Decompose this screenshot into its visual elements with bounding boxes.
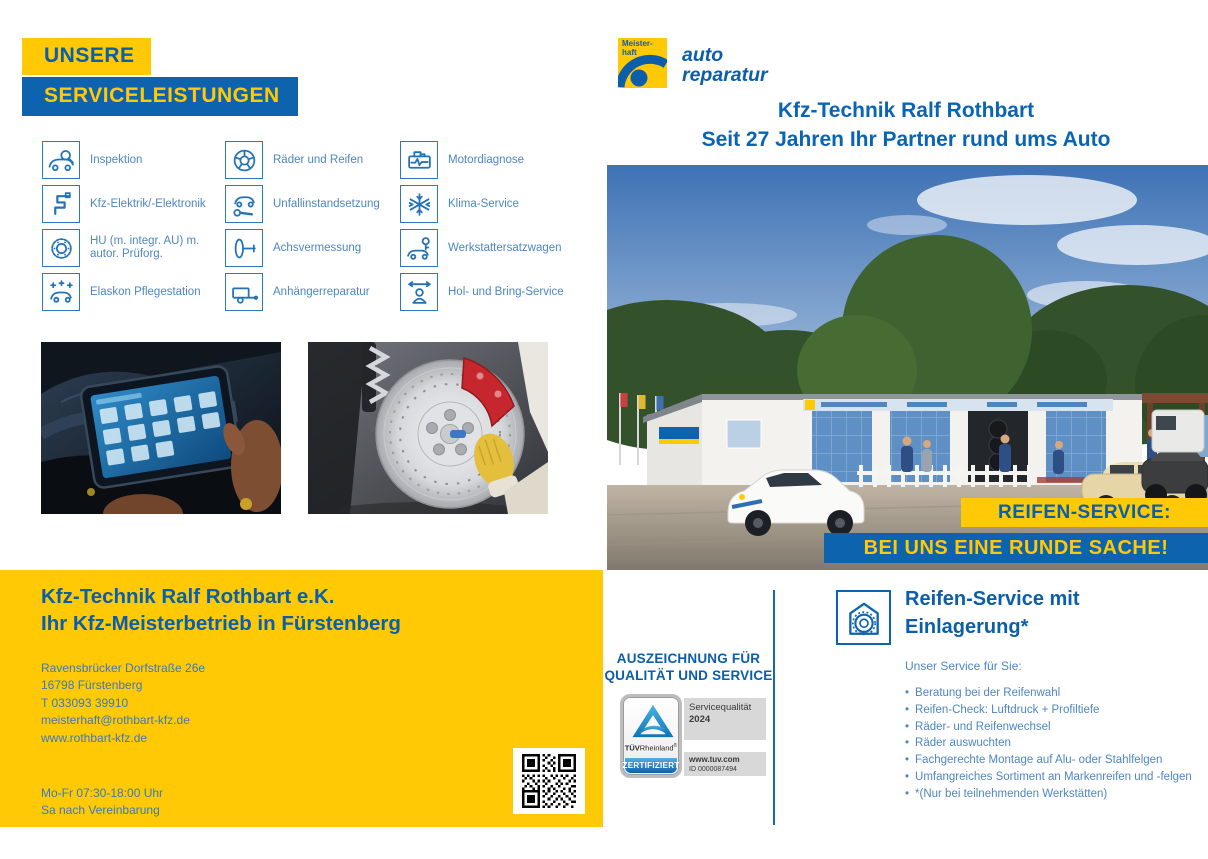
tuv-cert-id: ID 0000087494 — [689, 765, 737, 773]
ribbon-serviceleistungen: SERVICELEISTUNGEN — [22, 77, 298, 116]
snowflake-icon — [400, 185, 438, 223]
engine-photo-art — [41, 342, 281, 514]
registered-mark: ® — [673, 743, 678, 749]
tuv-brand-text — [623, 743, 679, 753]
service-item-achsvermessung — [225, 229, 400, 267]
tuv-certificate-badge — [620, 694, 682, 778]
service-label: Werkstattersatzwagen — [448, 241, 562, 254]
service-item-kfz-elektrik — [42, 185, 225, 223]
page-title-line2: Seit 27 Jahren Ihr Partner rund ums Auto — [701, 128, 1111, 151]
tyre-storage-icon — [836, 590, 891, 645]
list-item: • Umfangreiches Sortiment an Markenreifen und -felgen — [905, 769, 1200, 786]
pickup-service-icon — [400, 273, 438, 311]
brake-service-photo — [308, 342, 548, 514]
service-label: Inspektion — [90, 153, 143, 166]
car-care-icon — [42, 273, 80, 311]
tyre-service-intro: Unser Service für Sie: — [905, 659, 1022, 673]
hours-weekdays: Mo-Fr 07:30-18:00 Uhr — [41, 786, 164, 800]
logo-tag-line2: haft — [622, 47, 637, 57]
tyre-service-bullet-list — [905, 685, 1200, 803]
award-heading-line1: AUSZEICHNUNG FÜR — [616, 651, 761, 666]
service-item-hu-au — [42, 229, 225, 267]
service-label: HU (m. integr. AU) m. autor. Prüforg. — [90, 235, 200, 260]
service-label: Unfallinstandsetzung — [273, 197, 380, 210]
service-label: Motordiagnose — [448, 153, 525, 166]
list-item: • *(Nur bei teilnehmenden Werkstätten) — [905, 786, 1200, 803]
service-item-hol-bring — [400, 273, 587, 311]
phone: T 033093 39910 — [41, 695, 129, 710]
meisterhaft-logo — [618, 36, 798, 91]
address-block — [41, 660, 205, 747]
service-label: Klima-Service — [448, 197, 519, 210]
tuv-quality-line1: Servicequalität — [689, 702, 752, 713]
tuv-url-link[interactable]: www.tuv.com — [689, 755, 740, 764]
trailer-icon — [225, 273, 263, 311]
tyre-banner-line2: BEI UNS EINE RUNDE SACHE! — [824, 533, 1208, 563]
opening-hours — [41, 785, 163, 820]
inspection-magnifier-icon — [42, 141, 80, 179]
company-title — [41, 583, 401, 637]
vertical-divider — [773, 590, 775, 825]
service-item-inspektion — [42, 141, 225, 179]
service-grid — [42, 141, 587, 311]
facade-sign — [659, 427, 699, 439]
hours-saturday: Sa nach Vereinbarung — [41, 803, 160, 818]
service-label: Kfz-Elektrik/-Elektronik — [90, 197, 206, 210]
service-item-elaskon — [42, 273, 225, 311]
service-item-raeder-reifen — [225, 141, 400, 179]
tyre-service-title — [905, 585, 1080, 641]
award-heading-line2: QUALITÄT UND SERVICE — [604, 668, 773, 683]
list-item: • Räder auswuchten — [905, 735, 1200, 752]
logo-wordmark-small — [622, 40, 653, 57]
list-item: • Reifen-Check: Luftdruck + Profiltiefe — [905, 702, 1200, 719]
tuv-url-block — [684, 752, 766, 776]
service-item-ersatzwagen — [400, 229, 587, 267]
tuv-info-panel — [684, 698, 766, 776]
page-title-line1: Kfz-Technik Ralf Rothbart — [777, 99, 1035, 122]
logo-word-reparatur: reparatur — [682, 64, 768, 86]
inspection-badge-icon — [42, 229, 80, 267]
service-item-klima — [400, 185, 587, 223]
list-item: • Fachgerechte Montage auf Alu- oder Stahlfelgen — [905, 752, 1200, 769]
car-wrench-icon — [225, 185, 263, 223]
service-item-motordiagnose — [400, 141, 587, 179]
service-item-anhaenger — [225, 273, 400, 311]
service-label: Achsvermessung — [273, 241, 362, 254]
tuv-certified-band: ZERTIFIZIERT — [625, 758, 677, 773]
website-link[interactable]: www.rothbart-kfz.de — [41, 730, 148, 745]
service-label: Elaskon Pflegestation — [90, 285, 201, 298]
engine-diagnostics-photo — [41, 342, 281, 514]
tuv-brand-bold: TÜV — [624, 743, 640, 753]
tyre-title-line2: Einlagerung* — [905, 616, 1029, 638]
logo-wordmark — [682, 45, 768, 85]
tuv-quality-year: 2024 — [689, 713, 711, 725]
award-heading — [604, 650, 773, 684]
service-label: Hol- und Bring-Service — [448, 285, 564, 298]
page-title — [604, 96, 1208, 154]
ribbon-unsere: UNSERE — [22, 38, 151, 75]
tuv-brand-normal: Rheinland — [639, 743, 674, 753]
qr-code-pattern — [522, 754, 576, 808]
company-tagline: Ihr Kfz-Meisterbetrieb in Fürstenberg — [41, 612, 401, 635]
axle-alignment-icon — [225, 229, 263, 267]
title-page — [604, 0, 1208, 859]
replacement-car-key-icon — [400, 229, 438, 267]
tyre-banner-line1: REIFEN-SERVICE: — [961, 498, 1208, 527]
tyre-title-line1: Reifen-Service mit — [905, 588, 1080, 610]
tuv-quality-label — [684, 698, 766, 740]
electrics-icon — [42, 185, 80, 223]
service-label: Räder und Reifen — [273, 153, 364, 166]
city: 16798 Fürstenberg — [41, 678, 143, 693]
company-name: Kfz-Technik Ralf Rothbart e.K. — [41, 585, 335, 608]
street: Ravensbrücker Dorfstraße 26e — [41, 661, 206, 675]
brake-photo-art — [308, 342, 548, 514]
service-item-unfallinstandsetzung — [225, 185, 400, 223]
engine-diagnostics-icon — [400, 141, 438, 179]
email-link[interactable]: meisterhaft@rothbart-kfz.de — [41, 713, 190, 728]
wheel-rim-icon — [225, 141, 263, 179]
contact-block — [0, 570, 603, 827]
tuv-triangle-icon — [631, 702, 675, 740]
qr-code[interactable] — [513, 748, 585, 814]
list-item: • Beratung bei der Reifenwahl — [905, 685, 1200, 702]
service-label: Anhängerreparatur — [273, 285, 370, 298]
list-item: • Räder- und Reifenwechsel — [905, 719, 1200, 736]
logo-word-auto: auto — [682, 44, 724, 66]
logo-tag-line1: Meister- — [622, 39, 653, 48]
meisterhaft-logo-mark — [618, 38, 667, 88]
